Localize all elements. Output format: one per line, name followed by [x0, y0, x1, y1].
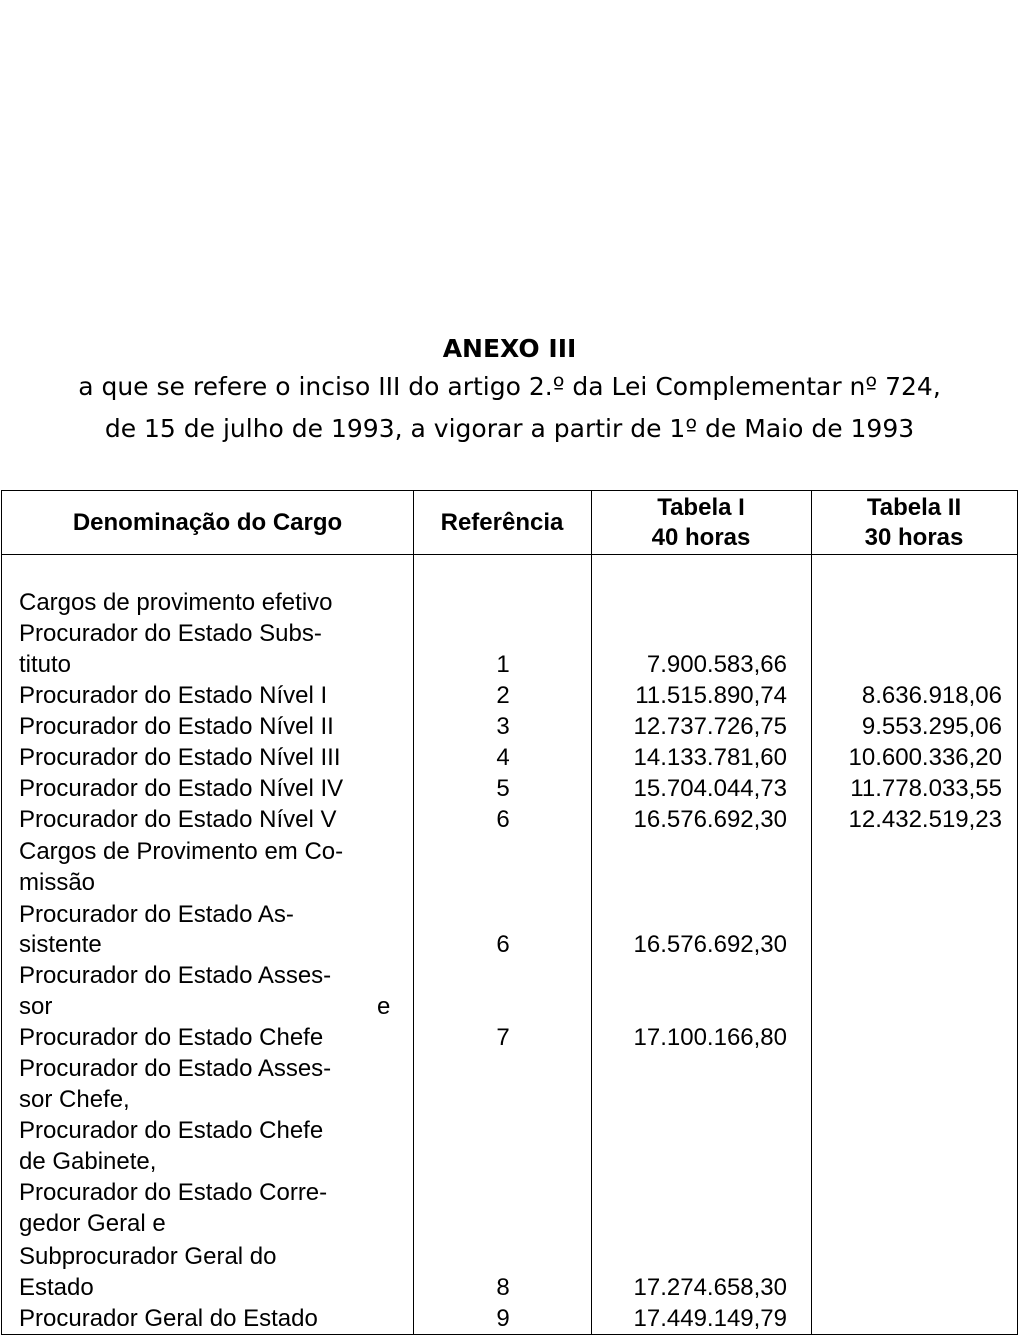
- header-tabela-1-title: Tabela I: [657, 493, 745, 521]
- cargo-cell: sistente: [19, 931, 102, 958]
- table-row: [2, 1146, 1017, 1177]
- table-row: [2, 960, 1017, 991]
- cargo-cell: de Gabinete,: [19, 1148, 157, 1175]
- tabela-2-cell: 12.432.519,23: [848, 806, 1002, 833]
- header-tabela-2-title: Tabela II: [866, 493, 962, 521]
- tabela-1-cell: 15.704.044,73: [633, 775, 787, 802]
- header-tabela-1-hours: 40 horas: [651, 523, 751, 551]
- referencia-cell: 6: [496, 806, 510, 833]
- cargo-cell: Procurador do Estado Nível I: [19, 682, 328, 709]
- tabela-1-cell: 7.900.583,66: [646, 651, 787, 678]
- table-row: [2, 773, 1017, 804]
- continuation-mark: e: [377, 993, 391, 1020]
- table-row: [2, 804, 1017, 835]
- header-referencia-label: Referência: [440, 508, 564, 536]
- table-row: [2, 836, 1017, 867]
- cargo-cell: Procurador do Estado Nível II: [19, 713, 334, 740]
- table-row: [2, 1208, 1017, 1239]
- tabela-2-cell: 11.778.033,55: [850, 775, 1002, 802]
- referencia-cell: 2: [496, 682, 510, 709]
- annex-title: ANEXO III: [442, 334, 577, 363]
- cargo-cell: Procurador do Estado Nível V: [19, 806, 337, 833]
- table-row: [2, 1084, 1017, 1115]
- table-row: [2, 587, 1017, 618]
- cargo-cell: sor Chefe,: [19, 1086, 130, 1113]
- tabela-1-cell: 12.737.726,75: [633, 713, 787, 740]
- cargo-cell: Estado: [19, 1274, 94, 1301]
- referencia-cell: 5: [496, 775, 510, 802]
- referencia-cell: 7: [496, 1024, 510, 1051]
- table-row: [2, 649, 1017, 680]
- cargo-cell: Procurador do Estado Asses-: [19, 962, 332, 989]
- referencia-cell: 6: [496, 931, 510, 958]
- table-row: [2, 1053, 1017, 1084]
- table-row: [2, 711, 1017, 742]
- tabela-1-cell: 16.576.692,30: [633, 806, 787, 833]
- cargo-cell: Procurador do Estado Nível IV: [19, 775, 344, 802]
- table-row: [2, 1241, 1017, 1272]
- header-cargo: [2, 491, 413, 554]
- table-row: [2, 991, 1017, 1022]
- cargo-cell: Cargos de provimento efetivo: [19, 589, 333, 616]
- tabela-1-cell: 17.449.149,79: [633, 1305, 787, 1332]
- table-row: [2, 1177, 1017, 1208]
- tabela-1-cell: 16.576.692,30: [633, 931, 787, 958]
- cargo-cell: gedor Geral e: [19, 1210, 166, 1237]
- table-row: [2, 867, 1017, 898]
- table-row: [2, 899, 1017, 930]
- cargo-cell: Procurador do Estado Nível III: [19, 744, 341, 771]
- referencia-cell: 8: [496, 1274, 510, 1301]
- tabela-1-cell: 11.515.890,74: [635, 682, 787, 709]
- header-cargo-label: Denominação do Cargo: [72, 508, 343, 536]
- cargo-cell: Procurador do Estado Corre-: [19, 1179, 328, 1206]
- tabela-1-cell: 17.100.166,80: [633, 1024, 787, 1051]
- cargo-cell: Procurador do Estado Asses-: [19, 1055, 332, 1082]
- table-row: [2, 680, 1017, 711]
- cargo-cell: Procurador do Estado As-: [19, 901, 294, 928]
- cargo-cell: Procurador do Estado Chefe: [19, 1024, 324, 1051]
- table-row: [2, 1022, 1017, 1053]
- referencia-cell: 3: [496, 713, 510, 740]
- cargo-cell: sor: [19, 993, 53, 1020]
- tabela-2-cell: 8.636.918,06: [861, 682, 1002, 709]
- annex-subtitle-line-1: a que se refere o inciso III do artigo 2.º da Lei Complementar nº 724,: [78, 372, 941, 401]
- header-tabela-2: [811, 491, 1017, 554]
- referencia-cell: 9: [496, 1305, 510, 1332]
- cargo-cell: tituto: [19, 651, 72, 678]
- table-row: [2, 1115, 1017, 1146]
- table-row: [2, 618, 1017, 649]
- cargo-cell: Subprocurador Geral do: [19, 1243, 277, 1270]
- tabela-1-cell: 14.133.781,60: [633, 744, 787, 771]
- tabela-2-cell: 9.553.295,06: [861, 713, 1002, 740]
- tabela-2-cell: 10.600.336,20: [848, 744, 1002, 771]
- header-referencia: [413, 491, 591, 554]
- table-row: [2, 1272, 1017, 1303]
- header-divider: [2, 554, 1017, 555]
- referencia-cell: 1: [496, 651, 510, 678]
- cargo-cell: Procurador Geral do Estado: [19, 1305, 318, 1332]
- cargo-cell: Cargos de Provimento em Co-: [19, 838, 344, 865]
- annex-subtitle-line-2: de 15 de julho de 1993, a vigorar a partir de 1º de Maio de 1993: [104, 414, 915, 443]
- header-tabela-1: [591, 491, 811, 554]
- table-row: [2, 1303, 1017, 1334]
- cargo-cell: missão: [19, 869, 96, 896]
- cargo-cell: Procurador do Estado Chefe: [19, 1117, 324, 1144]
- table-row: [2, 742, 1017, 773]
- table-row: [2, 929, 1017, 960]
- header-tabela-2-hours: 30 horas: [864, 523, 964, 551]
- salary-table: [1, 490, 1018, 1335]
- referencia-cell: 4: [496, 744, 510, 771]
- tabela-1-cell: 17.274.658,30: [633, 1274, 787, 1301]
- cargo-cell: Procurador do Estado Subs-: [19, 620, 322, 647]
